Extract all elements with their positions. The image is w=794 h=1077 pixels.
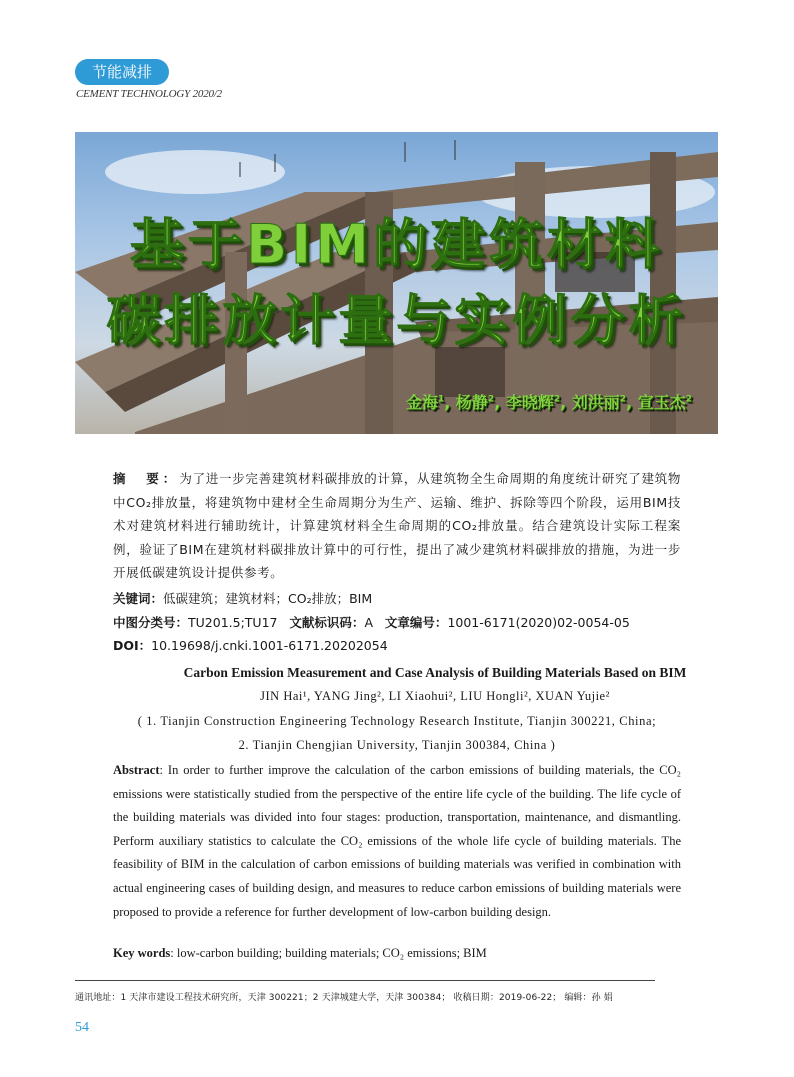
footer-divider [75, 980, 655, 981]
english-abstract [113, 759, 681, 924]
abstract-zh-text: 为了进一步完善建筑材料碳排放的计算，从建筑物全生命周期的角度统计研究了建筑物中CO₂排放量，将建筑物中建材全生命周期分为生产、运输、维护、拆除等四个阶段，运用BIM技术对建筑材料进行辅助统计，计算建筑材料全生命周期的CO₂排放量。结合建筑设计实际工程案例，验证了BIM在建筑材料碳排放计算中的可行性，提出了减少建筑材料碳排放的措施，为进一步开展低碳建筑设计提供参考。 [113, 471, 681, 580]
english-affiliation-1: ( 1. Tianjin Construction Engineering Technology Research Institute, Tianjin 300221, China; [137, 714, 657, 728]
english-affiliation-2: 2. Tianjin Chengjian University, Tianjin 300384, China ) [238, 738, 556, 752]
author-sup: 2 [487, 394, 495, 405]
doc-code-label: 文献标识码： [289, 615, 365, 630]
journal-name: CEMENT TECHNOLOGY 2020/2 [76, 88, 222, 100]
doc-code-value: A [364, 615, 373, 630]
author-name: 宣玉杰 [637, 393, 686, 412]
section-badge: 节能减排 [75, 59, 169, 85]
author-name: 杨静 [455, 393, 488, 412]
english-abstract-label: Abstract [113, 763, 160, 777]
doi-line [113, 636, 388, 654]
author-name: 李晓辉 [505, 393, 554, 412]
author-sup: 2 [553, 394, 561, 405]
english-authors: JIN Hai¹, YANG Jing², LI Xiaohui², LIU Hongli², XUAN Yujie² [260, 689, 610, 703]
author-sup: 2 [619, 394, 627, 405]
english-keywords [113, 946, 487, 961]
author-sup: 2 [685, 394, 692, 405]
english-abstract-text: : In order to further improve the calculation of the carbon emissions of building materials, the CO₂ emissions were statistically studied from the perspective of the entire life cycle of the building. The life cycle of the building materials was divided into four stages: production, transportation, maintenance, and dismantling. Perform auxiliary statistics to calculate the CO₂ emissions of the whole life cycle of building materials. The feasibility of BIM in the calculation of carbon emissions of building materials was verified in combination with actual engineering cases of building design, and measures to reduce carbon emissions of building materials were proposed to provide a reference for further development of low-carbon building design. [113, 763, 681, 919]
doi-link[interactable]: 10.19698/j.cnki.1001-6171.20202054 [151, 638, 388, 653]
english-keywords-text: : low-carbon building; building materials; CO₂ emissions; BIM [170, 946, 487, 960]
keywords-zh-text: 低碳建筑；建筑材料；CO₂排放；BIM [163, 591, 373, 606]
hero-title-line1: 基于BIM的建筑材料 [130, 213, 663, 276]
hero-authors: 金海$^1$, 杨静$^2$, 李晓辉$^2$, 刘洪丽$^2$, 宣玉杰$^2$ [405, 393, 692, 412]
hero-image [75, 132, 718, 434]
author-sup: 1 [437, 394, 445, 405]
doi-label: DOI： [113, 638, 152, 653]
english-keywords-label: Key words [113, 946, 171, 960]
english-title: Carbon Emission Measurement and Case Analysis of Building Materials Based on BIM [183, 665, 687, 680]
author-name: 刘洪丽 [571, 393, 620, 412]
clc-label: 中图分类号： [113, 615, 189, 630]
keywords-zh-label: 关键词： [113, 591, 164, 606]
abstract-zh [113, 467, 681, 585]
abstract-zh-label: 摘 要： [113, 471, 180, 486]
author-name: 金海 [405, 393, 438, 412]
keywords-zh [113, 589, 372, 607]
footer-address: 通讯地址：1 天津市建设工程技术研究所，天津 300221；2 天津城建大学，天津 300384； 收稿日期：2019-06-22； 编辑：孙 娟 [75, 993, 613, 1003]
clc-value: TU201.5;TU17 [188, 615, 278, 630]
hero-title-line2: 碳排放计量与实例分析 [106, 289, 687, 352]
article-no-label: 文章编号： [384, 615, 448, 630]
page-number: 54 [75, 1020, 89, 1035]
classification-line [113, 613, 630, 631]
article-no-value: 1001-6171(2020)02-0054-05 [447, 615, 630, 630]
